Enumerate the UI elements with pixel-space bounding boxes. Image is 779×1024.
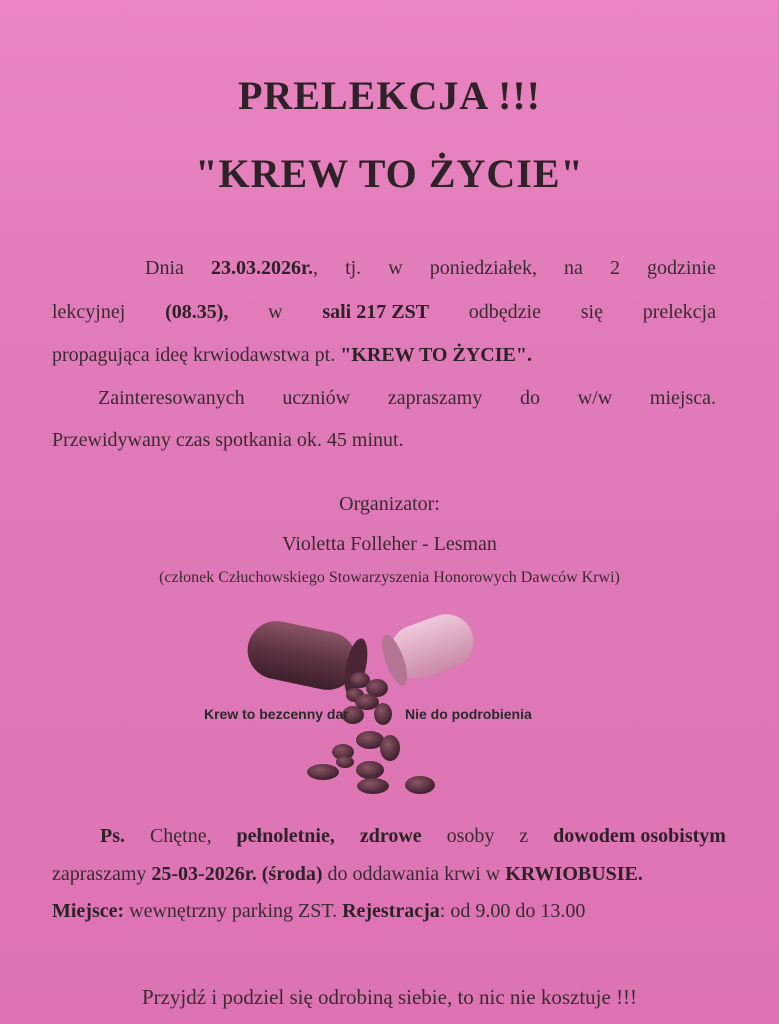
text: propagująca ideę krwiodawstwa pt.: [52, 344, 341, 366]
announcement-line-3: [52, 345, 716, 365]
event-time: (08.35),: [165, 301, 229, 323]
caption-right: Nie do podrobienia: [405, 706, 532, 722]
announcement-line-4: [52, 388, 716, 408]
text: do oddawania krwi w: [322, 863, 506, 885]
ps-line-2: [52, 864, 716, 884]
krwiobus: KRWIOBUSIE.: [505, 863, 643, 885]
registration-value: : od 9.00 do 13.00: [439, 900, 586, 922]
organizer-description: (członek Człuchowskiego Stowarzyszenia Honorowych Dawców Krwi): [159, 569, 620, 586]
registration-label: Rejestracja: [342, 900, 440, 922]
ps-line-1: [52, 826, 726, 846]
word: z: [519, 825, 529, 847]
word: Chętne,: [149, 825, 212, 847]
ps-label: Ps.: [100, 825, 125, 847]
word: [211, 258, 318, 278]
poster-title: PRELEKCJA !!!: [238, 73, 541, 118]
announcement-line-1: [52, 258, 716, 278]
word: lekcyjnej: [52, 301, 126, 323]
word: Zainteresowanych: [98, 387, 245, 409]
closing-line: Przyjdź i podziel się odrobiną siebie, to nic nie kosztuje !!!: [141, 985, 638, 1009]
word: poniedziałek,: [429, 257, 537, 279]
event-date: 23.03.2026r.: [210, 257, 313, 279]
word: się: [580, 301, 603, 323]
capsule-light-half: [377, 610, 481, 688]
word: zapraszamy: [387, 387, 483, 409]
donation-date: 25-03-2026r. (środa): [151, 863, 323, 885]
event-room: sali 217 ZST: [322, 301, 430, 323]
word: pełnoletnie,: [236, 825, 335, 847]
word: osoby: [446, 825, 495, 847]
word: prelekcja: [642, 301, 716, 323]
word: 2: [609, 257, 620, 279]
word: do: [519, 387, 540, 409]
caption-left: Krew to bezcenny dar: [204, 706, 349, 722]
word: na: [564, 257, 583, 279]
word: tj.: [345, 257, 362, 279]
word: w: [268, 301, 283, 323]
word: Dnia: [145, 257, 184, 279]
capsule-dark-half: [242, 616, 371, 698]
word: dowodem osobistym: [553, 825, 726, 847]
word: w: [388, 257, 403, 279]
word: w/w: [577, 387, 613, 409]
text: zapraszamy: [52, 863, 152, 885]
announcement-line-2: [52, 302, 716, 322]
word: godzinie: [647, 257, 716, 279]
word: miejsca.: [649, 387, 716, 409]
blood-drops: [307, 672, 435, 794]
lecture-name: "KREW TO ŻYCIE".: [340, 344, 532, 366]
ps-line-3: [52, 901, 716, 921]
word: zdrowe: [359, 825, 422, 847]
place-label: Miejsce:: [52, 900, 125, 922]
word: odbędzie: [468, 301, 541, 323]
organizer-name: Violetta Folleher - Lesman: [282, 533, 497, 555]
organizer-label: Organizator:: [339, 493, 440, 515]
comma: ,: [313, 257, 318, 279]
place-value: wewnętrzny parking ZST.: [124, 900, 343, 922]
word: uczniów: [282, 387, 351, 409]
poster-subtitle: "KREW TO ŻYCIE": [195, 151, 584, 196]
announcement-line-5: Przewidywany czas spotkania ok. 45 minut.: [52, 429, 404, 451]
